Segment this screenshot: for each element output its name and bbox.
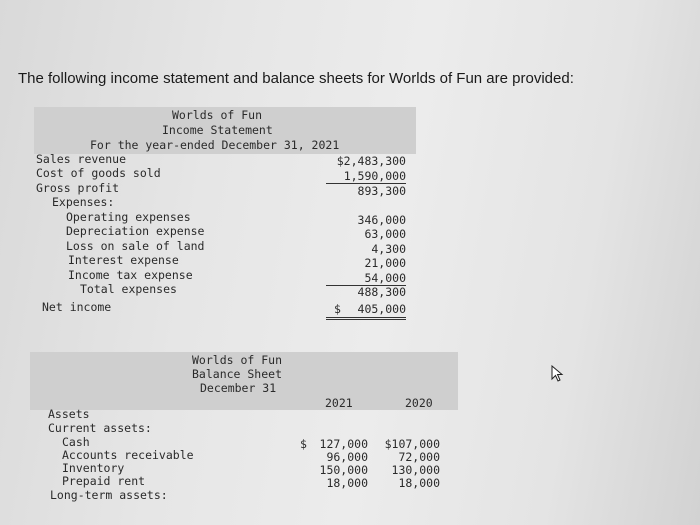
question-prompt: The following income statement and balance sheets for Worlds of Fun are provided:: [18, 70, 574, 87]
column-header-2021: 2021: [325, 396, 353, 410]
row-value: $2,483,300: [336, 154, 406, 168]
row-value: 1,590,000: [343, 169, 406, 183]
row-label: Sales revenue: [36, 152, 127, 166]
row-label: Expenses:: [52, 195, 115, 209]
row-label: Accounts receivable: [62, 448, 194, 462]
balance-date: December 31: [200, 381, 277, 395]
row-value-2021: 127,000: [319, 437, 368, 451]
row-value-2020: 18,000: [398, 476, 440, 490]
income-company-name: Worlds of Fun: [172, 108, 263, 122]
row-label: Cost of goods sold: [36, 166, 161, 180]
total-double-rule: [326, 317, 406, 320]
row-label: Gross profit: [36, 181, 120, 195]
row-label: Cash: [62, 435, 90, 449]
row-label: Net income: [42, 300, 112, 314]
row-value-2020: 72,000: [398, 450, 440, 464]
row-value-2021: 18,000: [326, 476, 368, 490]
mouse-cursor-icon: [551, 365, 565, 383]
section-long-term-assets: Long-term assets:: [50, 488, 168, 502]
column-header-2020: 2020: [405, 396, 433, 410]
row-value: 893,300: [357, 184, 406, 198]
row-value-2021: 150,000: [319, 463, 368, 477]
row-label: Income tax expense: [68, 268, 193, 282]
row-value: 21,000: [364, 256, 406, 270]
row-value: 4,300: [371, 242, 406, 256]
section-current-assets: Current assets:: [48, 421, 152, 435]
row-value-prefix: $: [334, 302, 341, 316]
row-value: 405,000: [357, 302, 406, 316]
row-label: Loss on sale of land: [66, 239, 205, 253]
income-period: For the year-ended December 31, 2021: [90, 138, 340, 152]
row-prefix-2021: $: [300, 437, 307, 451]
balance-title: Balance Sheet: [192, 367, 283, 381]
row-label: Interest expense: [68, 253, 179, 267]
row-label: Inventory: [62, 461, 125, 475]
row-label: Depreciation expense: [66, 224, 205, 238]
row-value-2021: 96,000: [326, 450, 368, 464]
row-label: Operating expenses: [66, 210, 191, 224]
row-value: 54,000: [364, 271, 406, 285]
row-value-2020: 130,000: [391, 463, 440, 477]
row-label: Prepaid rent: [62, 474, 146, 488]
row-label: Total expenses: [80, 282, 177, 296]
row-value: 346,000: [357, 213, 406, 227]
section-assets: Assets: [48, 407, 90, 421]
income-title: Income Statement: [162, 123, 273, 137]
balance-company-name: Worlds of Fun: [192, 353, 283, 367]
row-value: 488,300: [357, 285, 406, 299]
row-value: 63,000: [364, 227, 406, 241]
row-value-2020: $107,000: [384, 437, 440, 451]
